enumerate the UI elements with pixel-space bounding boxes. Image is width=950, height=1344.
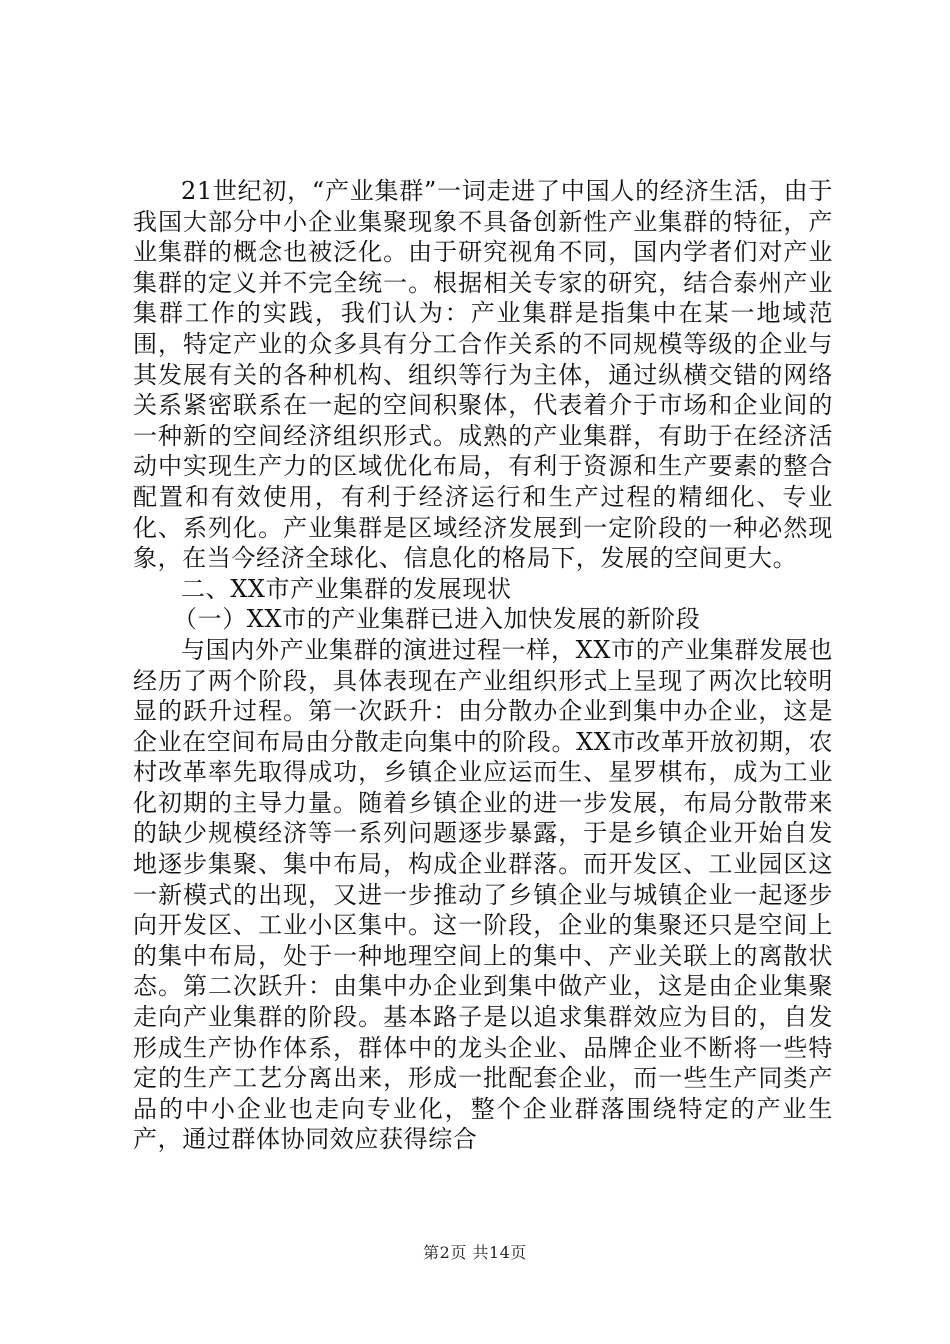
development-paragraph: 与国内外产业集群的演进过程一样，XX市的产业集群发展也经历了两个阶段，具体表现在产业组织形式上呈现了两次比较明显的跃升过程。第一次跃升：由分散办企业到集中办企业，这是企业在空间布局由分散走向集中的阶段。XX市改革开放初期，农村改革率先取得成功，乡镇企业应运而生、星罗棋布，成为工业化初期的主导力量。随着乡镇企业的进一步发展，布局分散带来的缺少规模经济等一系列问题逐步暴露，于是乡镇企业开始自发地逐步集聚、集中布局，构成企业群落。而开发区、工业园区这一新模式的出现，又进一步推动了乡镇企业与城镇企业一起逐步向开发区、工业小区集中。这一阶段，企业的集聚还只是空间上的集中布局，处于一种地理空间上的集中、产业关联上的离散状态。第二次跃升：由集中办企业到集中做产业，这是由企业集聚走向产业集群的阶段。基本路子是以追求集群效应为目的，自发形成生产协作体系，群体中的龙头企业、品牌企业不断将一些特定的生产工艺分离出来，形成一批配套企业，而一些生产同类产品的中小企业也走向专业化，整个企业群落围绕特定的产业生产，通过群体协同效应获得综合 (133, 635, 833, 1154)
document-body (133, 176, 833, 1155)
page-footer: 第2页 共14页 (423, 1243, 527, 1262)
subsection-heading: （一）XX市的产业集群已进入加快发展的新阶段 (173, 605, 701, 634)
section-heading: 二、XX市产业集群的发展现状 (181, 574, 512, 603)
intro-paragraph: 21世纪初，“产业集群”一词走进了中国人的经济生活，由于我国大部分中小企业集聚现象不具备创新性产业集群的特征，产业集群的概念也被泛化。由于研究视角不同，国内学者们对产业集群的定义并不完全统一。根据相关专家的研究，结合泰州产业集群工作的实践，我们认为：产业集群是指集中在某一地域范围，特定产业的众多具有分工合作关系的不同规模等级的企业与其发展有关的各种机构、组织等行为主体，通过纵横交错的网络关系紧密联系在一起的空间积聚体，代表着介于市场和企业间的一种新的空间经济组织形式。成熟的产业集群，有助于在经济活动中实现生产力的区域优化布局，有利于资源和生产要素的整合配置和有效使用，有利于经济运行和生产过程的精细化、专业化、系列化。产业集群是区域经济发展到一定阶段的一种必然现象，在当今经济全球化、信息化的格局下，发展的空间更大。 (133, 177, 833, 573)
